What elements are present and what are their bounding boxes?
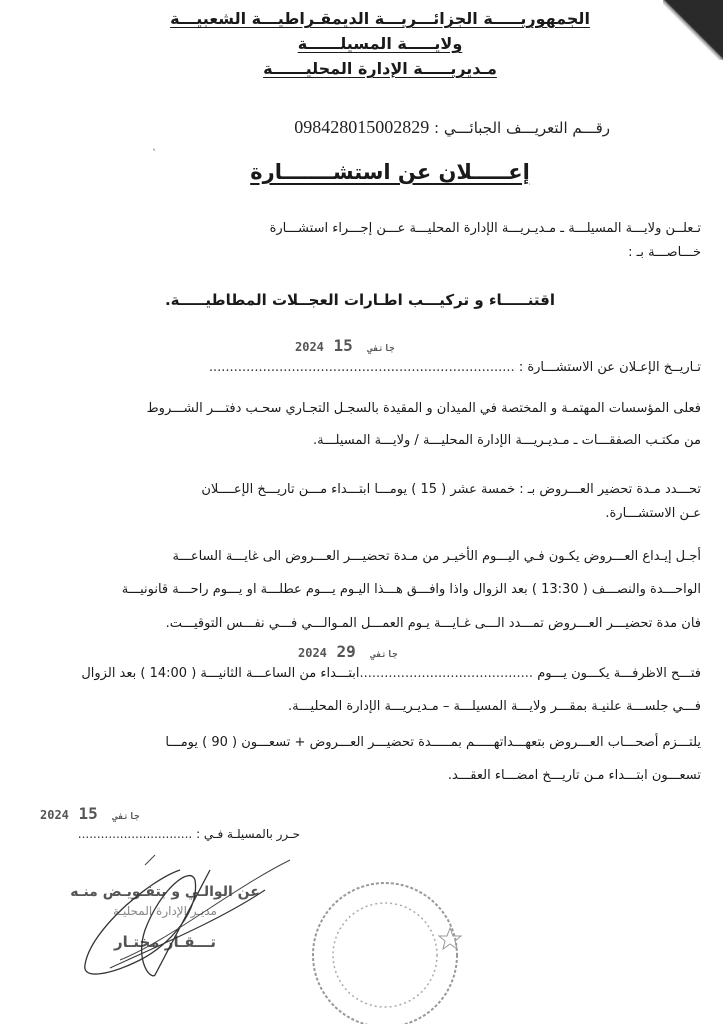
announcement-date-dots: .......................................................................... — [208, 360, 515, 375]
paragraph-1-line-2: من مكتـب الصفقـــات ـ مـديـريـــة الإدارة المحليـــة / ولايـــة المسيلـــة. — [313, 433, 701, 448]
signature-name: تـــقـار مختـار — [113, 933, 217, 951]
header-directorate: مـديريـــــة الإدارة المحليــــــة — [263, 59, 497, 78]
pen-mark: ˎ — [152, 140, 157, 151]
written-at-label: حـرر بالمسيلـة فـي : — [196, 827, 300, 841]
seal-star-icon — [439, 928, 461, 949]
stamp-year: 2024 — [298, 646, 327, 660]
paragraph-3-line-1: أجـل إيـداع العـــروض يكـون فـي اليـــوم الأخيـر من مـدة تحضيـــر العـــروض الى غايـــة الساعـــة — [172, 549, 701, 564]
stamp-day: 29 — [336, 642, 356, 661]
signature-line-1: عن الوالـي و بتفـويـض منـه — [70, 884, 260, 900]
paragraph-1-line-1: فعلى المؤسسات المهتمـة و المختصة في الميدان و المقيدة بالسجـل التجـاري سحـب دفتـــر الشـــروط — [146, 401, 701, 416]
opening-text-b: ابتـــداء من الساعـــة الثانيـــة ( 14:00 ) بعد الزوال — [81, 666, 360, 681]
written-at-line — [40, 826, 300, 842]
announcement-date-label: تـاريــخ الإعـلان عن الاستشـــارة : — [518, 360, 701, 375]
official-seal — [310, 850, 480, 1024]
paragraph-2-line-2: عـن الاستشـــارة. — [605, 506, 701, 521]
paragraph-4-line-1 — [21, 664, 701, 684]
tax-id-value: 098428015002829 — [294, 117, 430, 137]
announcement-date-stamp — [295, 338, 400, 357]
opening-date-dots: .......................................... — [359, 666, 534, 681]
paragraph-3-line-2: الواحـــدة والنصـــف ( 13:30 ) بعد الزوال واذا وافـــق هـــذا اليـوم يـــوم عطلـــة او يـــوم راحـــة قانونيـــة — [121, 582, 701, 597]
written-at-dots: .............................. — [77, 827, 193, 841]
opening-date-stamp — [298, 644, 403, 663]
stamp-month: جانفي — [112, 812, 140, 822]
opening-text-a: فتـــح الاظرفـــة يكـــون يـــوم — [537, 666, 701, 681]
stamp-month: جانفي — [370, 650, 398, 660]
tax-id-line — [170, 116, 610, 139]
intro-line-1: تـعلــن ولايـــة المسيلـــة ـ مـديـريـــة الإدارة المحليـــة عـــن إجـــراء استشـــارة — [269, 221, 701, 236]
paragraph-5-line-1: يلتـــزم أصحـــاب العـــروض بتعهـــداتهـــــم بمـــــدة تحضيـــر العـــروض + تسعـــون ( 90 ) يومـــا — [165, 735, 701, 750]
stamp-day: 15 — [78, 804, 98, 823]
consultation-subject: اقتنـــــاء و تركيـــب اطـارات العجــلات المطاطيـــــة. — [164, 291, 556, 309]
document-title: إعـــــلان عن استشـــــــارة — [250, 160, 530, 184]
page-corner-fold — [663, 0, 723, 60]
signature-stamp-text — [60, 882, 270, 952]
paragraph-4-line-2: فـــي جلســـة علنيـة بمقـــر ولايـــة المسيلـــة – مـديـريـــة الإدارة المحليـــة. — [288, 699, 701, 714]
paragraph-2-line-1: تحـــدد مـدة تحضير العـــروض بـ : خمسة عشر ( 15 ) يومـــا ابتـــداء مـــن تاريـــخ الإعــــلان — [201, 482, 701, 497]
paragraph-5-line-2: تسعـــون ابتـــداء مـن تاريـــخ امضـــاء العقـــد. — [447, 768, 701, 783]
tax-id-label: رقـــم التعريـــف الجبائـــي : — [434, 119, 610, 137]
written-date-stamp — [40, 806, 145, 825]
header-republic: الجمهوريـــــة الجزائـــريـــة الديمقـراطيـــة الشعبيـــة — [170, 9, 590, 28]
paragraph-3-line-3: فان مدة تحضيـــر العـــروض تمـــدد الـــى غـايـــة يـوم العمـــل المـوالـــي فـــي نفـــس التوقيـــت. — [165, 616, 701, 631]
signature-line-2: مديـر الإدارة المحليـة — [113, 904, 217, 918]
stamp-month: جانفي — [367, 344, 395, 354]
stamp-year: 2024 — [40, 808, 69, 822]
header-wilaya: ولايـــــة المسيلــــــة — [297, 34, 463, 53]
stamp-year: 2024 — [295, 340, 324, 354]
stamp-day: 15 — [333, 336, 353, 355]
intro-line-2: خـــاصـــة بـ : — [628, 245, 701, 260]
announcement-date-line — [21, 358, 701, 378]
